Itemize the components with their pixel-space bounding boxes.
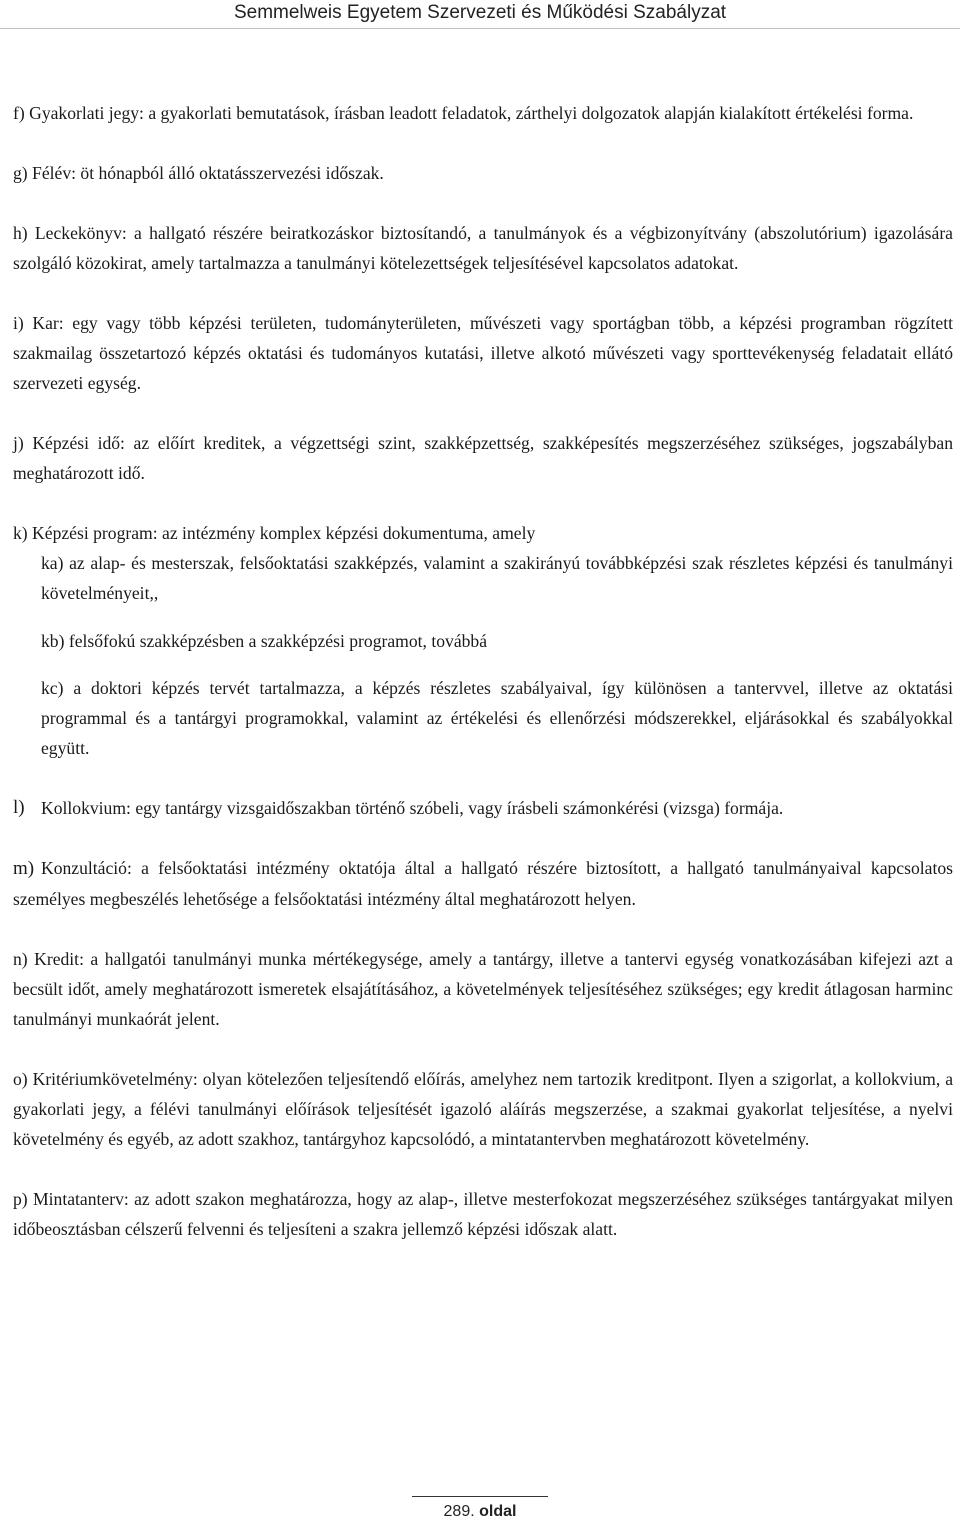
definition-g: g) Félév: öt hónapból álló oktatásszervezési időszak. — [13, 163, 384, 183]
definition-l-text: Kollokvium: egy tantárgy vizsgaidőszakban történő szóbeli, vagy írásbeli számonkérési (vizsga) formája. — [41, 798, 784, 819]
definition-k: k) Képzési program: az intézmény komplex képzési dokumentuma, amely — [13, 523, 536, 543]
definition-ka: ka) az alap- és mesterszak, felsőoktatási szakképzés, valamint a szakirányú továbbképzési szak részletes képzési és tanulmányi követelményeit,, — [41, 553, 953, 603]
definition-f: f) Gyakorlati jegy: a gyakorlati bemutatások, írásban leadott feladatok, zárthelyi dolgozatok alapján kialakított értékelési forma. — [13, 103, 914, 123]
page-number-label — [0, 1503, 960, 1521]
definition-n: n) Kredit: a hallgatói tanulmányi munka mértékegysége, amely a tantárgy, illetve a tantervi egység vonatkozásában kifejezi azt a becsült időt, amely meghatározott ismeretek elsajátításához, a követelmények teljesítéséhez szükséges; egy kredit átlagosan harminc tanulmányi munkaórát jelent. — [13, 949, 953, 1030]
page-number: 289. — [443, 1503, 475, 1520]
definition-i: i) Kar: egy vagy több képzési területen, tudományterületen, művészeti vagy sportágban több, a képzési programban rögzített szakmailag összetartozó képzés oktatási és tudományos kutatási, illetve alkotó művészeti vagy sporttevékenység feladatait ellátó szervezeti egység. — [13, 313, 953, 393]
definition-l — [13, 793, 953, 823]
definition-j: j) Képzési idő: az előírt kreditek, a végzettségi szint, szakképzettség, szakképesítés megszerzéséhez szükséges, jogszabályban meghatározott idő. — [13, 433, 953, 483]
footer-divider — [412, 1496, 548, 1497]
document-body — [13, 98, 953, 1244]
definition-m-text: Konzultáció: a felsőoktatási intézmény oktatója által a hallgató részére biztosított, a hallgató tanulmányaival kapcsolatos személyes megbeszélés lehetősége a felsőoktatási intézmény által meghatározott helyen. — [13, 858, 953, 910]
document-header — [0, 0, 960, 29]
document-title: Semmelweis Egyetem Szervezeti és Működési Szabályzat — [233, 2, 727, 23]
definition-m — [13, 853, 953, 914]
definition-kc: kc) a doktori képzés tervét tartalmazza, a képzés részletes szabályaival, így különösen a tantervvel, illetve az oktatási programmal és a tantárgyi programokkal, valamint az értékelési és ellenőrzési módszerekkel, eljárásokkal és szabályokkal együtt. — [41, 678, 953, 759]
page-word: oldal — [479, 1503, 517, 1520]
page-footer — [0, 1496, 960, 1524]
definition-l-marker: l) — [13, 797, 25, 819]
definition-p: p) Mintatanterv: az adott szakon meghatározza, hogy az alap-, illetve mesterfokozat megszerzéséhez szükséges tantárgyakat milyen időbeosztásban célszerű felvenni és teljesíteni a szakra jellemző képzési időszak alatt. — [13, 1189, 953, 1240]
definition-m-marker: m) — [13, 858, 35, 880]
definition-m-body — [13, 853, 953, 914]
definition-h: h) Leckekönyv: a hallgató részére beiratkozáskor biztosítandó, a tanulmányok és a végbizonyítvány (abszolutórium) igazolására szolgáló közokirat, amely tartalmazza a tanulmányi kötelezettségek teljesítésével kapcsolatos adatokat. — [13, 223, 953, 273]
definition-o: o) Kritériumkövetelmény: olyan kötelezően teljesítendő előírás, amelyhez nem tartozik kreditpont. Ilyen a szigorlat, a kollokvium, a gyakorlati jegy, a félévi tanulmányi előírások teljesítését igazoló aláírás megszerzése, a szakmai gyakorlat teljesítése, a nyelvi követelmény és egyéb, az adott szakhoz, tantárgyhoz kapcsolódó, a mintatantervben meghatározott követelmény. — [13, 1069, 953, 1150]
definition-kb: kb) felsőfokú szakképzésben a szakképzési programot, továbbá — [41, 630, 488, 651]
